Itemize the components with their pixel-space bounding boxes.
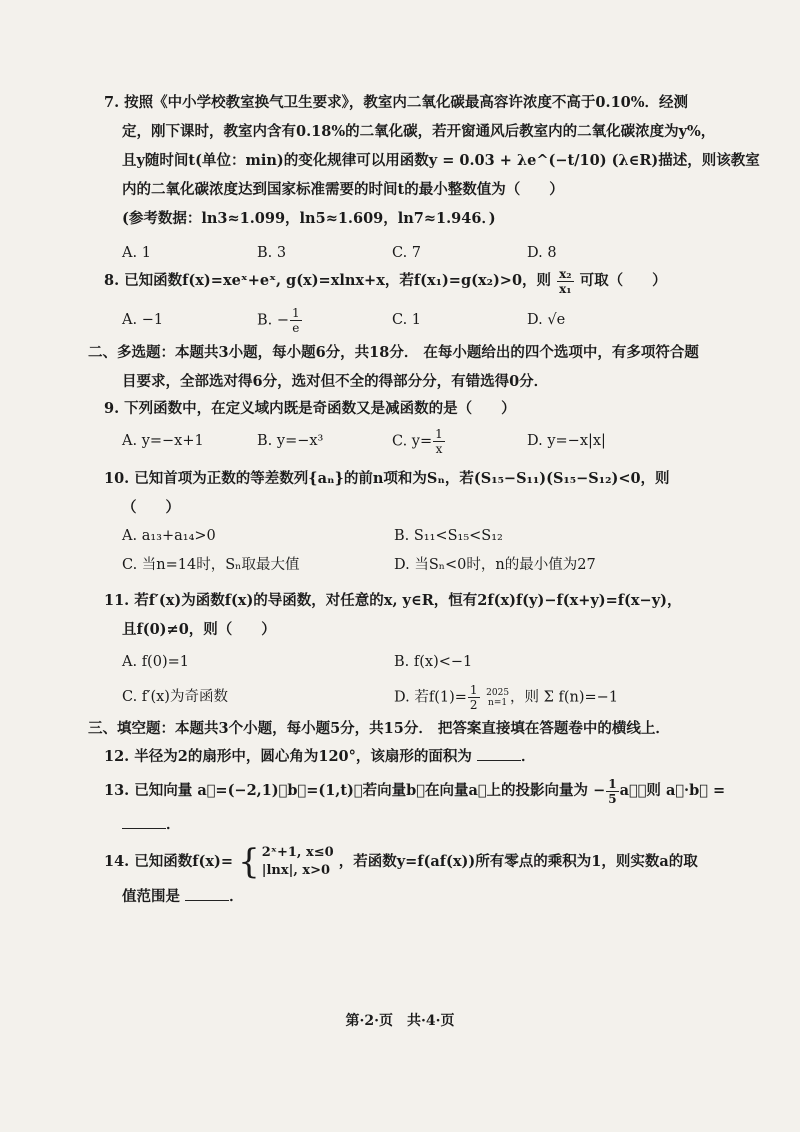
q11-sum-bottom: n=1 xyxy=(488,697,508,708)
q9-optc-den: x xyxy=(435,442,443,456)
q9-option-c-frac xyxy=(433,427,445,456)
q7-option-a: A. 1 xyxy=(122,245,151,261)
q11-sum-top: 2025 xyxy=(486,687,510,698)
q7-reference-data: (参考数据：ln3≈1.099，ln5≈1.609，ln7≈1.946．) xyxy=(122,210,496,227)
q12-stem xyxy=(104,742,730,771)
q11-option-d xyxy=(394,683,666,713)
q14-line-2-text: 值范围是 xyxy=(122,888,180,905)
question-8 xyxy=(104,266,730,335)
q8-fraction xyxy=(557,267,573,296)
question-14 xyxy=(104,844,730,911)
q13-frac-num: 1 xyxy=(608,776,617,791)
q10-option-d: D. 当Sₙ<0时，n的最小值为27 xyxy=(394,557,596,573)
q14-line-2 xyxy=(104,882,730,911)
question-13 xyxy=(104,776,730,839)
q13-end: ． xyxy=(166,815,181,833)
q7-option-c: C. 7 xyxy=(392,245,422,261)
q8-optb-den: e xyxy=(292,320,300,335)
q7-line-3: 且y随时间t(单位：min)的变化规律可以用函数y = 0.03 + λe^(−t/10) (λ∈R)描述，则该教室 xyxy=(122,152,760,169)
q8-option-a: A. −1 xyxy=(122,311,164,328)
q13-stem-text: 13. 已知向量 a⃗=(−2,1)，b⃗=(1,t)，若向量b⃗在向量a⃗上的投影向量为 − xyxy=(104,782,606,799)
q8-stem xyxy=(104,266,730,296)
q8-frac-num: x₂ xyxy=(559,266,572,281)
q9-stem: 9. 下列函数中，在定义域内既是奇函数又是减函数的是（ ） xyxy=(104,400,516,417)
q11-optd-pre: D. 若f(1)= xyxy=(394,689,467,706)
q13-stem xyxy=(104,776,730,806)
question-11 xyxy=(104,586,730,713)
q8-stem-end: 可取（ ） xyxy=(579,272,667,289)
q7-option-d: D. 8 xyxy=(527,245,557,261)
q11-options-row-1 xyxy=(104,648,730,677)
q10-option-a: A. a₁₃+a₁₄>0 xyxy=(122,528,216,544)
q14-end: ． xyxy=(229,888,244,905)
q12-answer-blank[interactable] xyxy=(477,744,521,761)
q7-line-1: 7. 按照《中小学校教室换气卫生要求》，教室内二氧化碳最高容许浓度不高于0.10%．经测 xyxy=(104,94,689,111)
section-2-line-2: 目要求，全部选对得6分，选对但不全的得部分分，有错选得0分． xyxy=(122,373,549,390)
q14-stem xyxy=(104,844,730,880)
q7-option-b: B. 3 xyxy=(257,245,287,261)
q13-answer-line xyxy=(104,810,730,839)
q10-line-1: 10. 已知首项为正数的等差数列{aₙ}的前n项和为Sₙ，若(S₁₅−S₁₁)(S₁₅−S₁₂)<0，则 xyxy=(104,470,670,487)
question-7 xyxy=(104,88,760,268)
q14-stem-rest: ，若函数y=f(af(x))所有零点的乘积为1，则实数a的取 xyxy=(338,853,698,870)
q11-sum-limits xyxy=(486,688,509,708)
section-2-header xyxy=(88,338,730,396)
q8-option-b xyxy=(257,306,392,336)
q9-options xyxy=(104,427,730,457)
q11-options-row-2 xyxy=(104,683,730,713)
q7-line-2: 定，刚下课时，教室内含有0.18%的二氧化碳，若开窗通风后教室内的二氧化碳浓度为y%， xyxy=(122,123,716,140)
q13-stem-end: a⃗，则 a⃗·b⃗ = xyxy=(619,782,726,799)
q14-case-2: |lnx|, x>0 xyxy=(261,863,331,878)
q7-options xyxy=(104,239,730,268)
q11-optd-num: 1 xyxy=(469,683,478,697)
question-10 xyxy=(104,464,730,580)
section-3-line-1: 三、填空题：本题共3个小题，每小题5分，共15分． 把答案直接填在答题卷中的横线上． xyxy=(88,720,670,737)
q9-option-b: B. y=−x³ xyxy=(257,433,324,449)
q9-option-c xyxy=(392,427,527,457)
q10-options-row-2 xyxy=(104,551,730,580)
q10-options-row-1 xyxy=(104,522,730,551)
q8-frac-den: x₁ xyxy=(559,281,572,296)
q8-optb-num: 1 xyxy=(292,305,300,320)
q12-stem-text: 12. 半径为2的扇形中，圆心角为120°，该扇形的面积为 xyxy=(104,748,472,765)
question-12 xyxy=(104,742,730,771)
section-2-line-1: 二、多选题：本题共3小题，每小题6分，共18分． 在每小题给出的四个选项中，有多项符合题 xyxy=(88,344,699,361)
q14-stem-text: 14. 已知函数f(x)= xyxy=(104,853,234,870)
q11-optd-frac xyxy=(468,683,480,712)
q14-cases xyxy=(262,844,334,880)
q8-option-b-pre: B. − xyxy=(257,312,290,328)
section-3-header xyxy=(88,714,730,743)
q8-option-c: C. 1 xyxy=(392,311,422,328)
q12-end: ． xyxy=(520,748,536,765)
q14-answer-blank[interactable] xyxy=(185,884,229,901)
q14-case-1: 2ˣ+1, x≤0 xyxy=(261,845,334,860)
q9-option-a: A. y=−x+1 xyxy=(122,433,204,449)
q13-frac-den: 5 xyxy=(608,791,617,806)
q14-brace: { xyxy=(238,842,260,882)
q11-line-2: 且f(0)≠0，则（ ） xyxy=(122,621,276,638)
q11-optd-den: 2 xyxy=(469,698,478,712)
q8-option-d: D. √e xyxy=(527,311,566,328)
q11-option-c: C. f′(x)为奇函数 xyxy=(122,689,228,705)
q11-line-1: 11. 若f′(x)为函数f(x)的导函数，对任意的x, y∈R，恒有2f(x)f(y)−f(x+y)=f(x−y)， xyxy=(104,592,682,609)
q8-stem-text: 8. 已知函数f(x)=xeˣ+eˣ, g(x)=xlnx+x，若f(x₁)=g(x₂)>0，则 xyxy=(104,272,552,289)
page-footer: 第·2·页 共·4·页 xyxy=(345,1013,455,1029)
q11-optd-post: ，则 Σ f(n)=−1 xyxy=(510,689,619,706)
q9-option-c-pre: C. y= xyxy=(392,433,433,450)
q8-option-b-frac xyxy=(290,306,302,335)
q7-line-4: 内的二氧化碳浓度达到国家标准需要的时间t的最小整数值为（ ） xyxy=(122,181,564,198)
q8-options xyxy=(104,306,730,336)
q10-option-c: C. 当n=14时，Sₙ取最大值 xyxy=(122,557,300,573)
q10-option-b: B. S₁₁<S₁₅<S₁₂ xyxy=(394,528,503,544)
q13-answer-blank[interactable] xyxy=(122,812,166,829)
q9-option-d: D. y=−x|x| xyxy=(527,433,606,449)
q11-option-a: A. f(0)=1 xyxy=(122,654,189,670)
q11-option-b: B. f(x)<−1 xyxy=(394,654,473,670)
q10-line-2: （ ） xyxy=(122,499,180,516)
question-9 xyxy=(104,394,730,457)
q9-optc-num: 1 xyxy=(435,427,443,441)
q14-piecewise xyxy=(238,844,334,880)
q13-fraction xyxy=(606,777,618,806)
